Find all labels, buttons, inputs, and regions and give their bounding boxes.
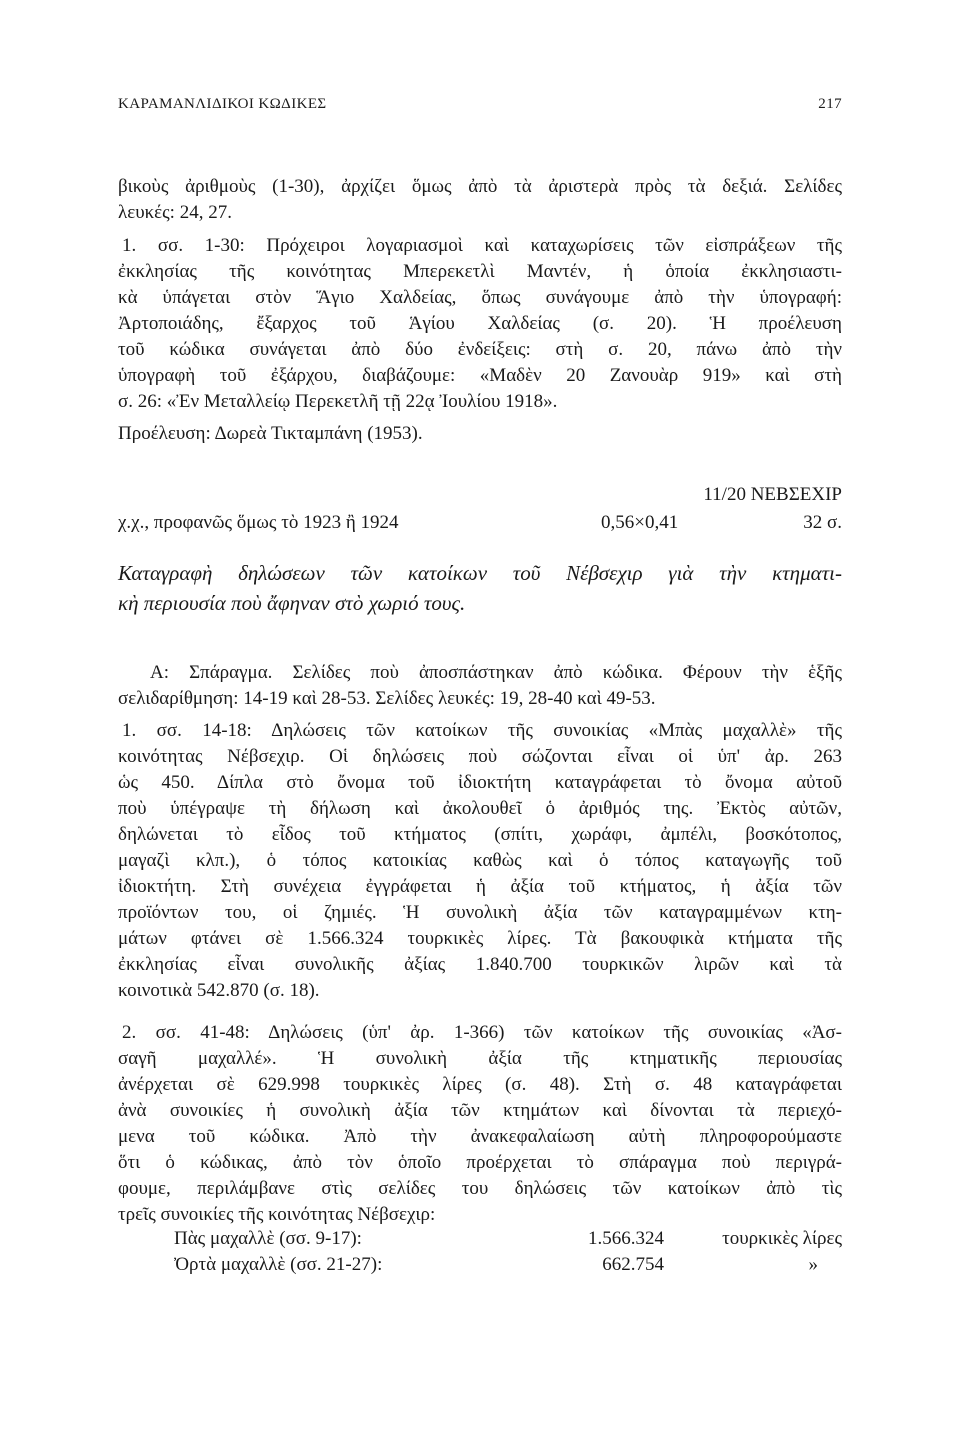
running-title: ΚΑΡΑΜΑΝΛΙΔΙΚΟΙ ΚΩΔΙΚΕΣ — [118, 96, 327, 112]
text-line: ἰδιοκτήτη. Στὴ συνέχεια ἐγγράφεται ἡ ἀξία τοῦ κτήματος, ἡ ἀξία τῶν — [118, 876, 842, 897]
text-line: τρεῖς συνοικίες τῆς κοινότητας Νέβσεχιρ: — [118, 1204, 436, 1225]
summary-name: Πὰς μαχαλλὲ (σσ. 9-17): — [174, 1228, 362, 1249]
summary-amount: 1.566.324 — [588, 1228, 664, 1249]
text-line: μενα τοῦ κώδικα. Ἀπὸ τὴν ἀνακεφαλαίωση αὐτὴ πληροφορούμαστε — [118, 1126, 842, 1147]
entry-meta — [118, 512, 842, 538]
text-line: ὑπογραφὴ τοῦ ἐξάρχου, διαβάζουμε: «Μαδὲν 20 Ζανουὰρ 919» καὶ στὴ — [118, 365, 842, 386]
text-line: 1. σσ. 14-18: Δηλώσεις τῶν κατοίκων τῆς συνοικίας «Μπὰς μαχαλλὲ» τῆς — [122, 720, 842, 741]
text-line: σ. 26: «Ἐν Μεταλλείῳ Περεκετλῆ τῇ 22ᾳ Ἰουλίου 1918». — [118, 391, 558, 412]
text-line: Ἀρτοποιάδης, ἔξαρχος τοῦ Ἁγίου Χαλδείας (σ. 20). Ἡ προέλευση — [118, 313, 842, 334]
entry-code: 11/20 ΝΕΒΣΕΧΙΡ — [703, 484, 842, 505]
summary-amount: 662.754 — [602, 1254, 664, 1275]
text-line: προϊόντων του, οἱ ζημιές. Ἡ συνολικὴ ἀξία τῶν καταγραμμένων κτη- — [118, 902, 842, 923]
entry-heading — [118, 484, 842, 510]
summary-unit: » — [808, 1254, 818, 1275]
summary-row — [174, 1228, 842, 1254]
text-line: ἀνὰ συνοικίες ἡ συνολικὴ ἀξία τῶν κτημάτων καὶ δίνονται τὰ περιεχό- — [118, 1100, 842, 1121]
text-line: 2. σσ. 41-48: Δηλώσεις (ὑπ' ἀρ. 1-366) τῶν κατοίκων τῆς συνοικίας «Ἀσ- — [122, 1022, 842, 1043]
entry-dimensions: 0,56×0,41 — [601, 512, 679, 533]
text-line: ἀνέρχεται σὲ 629.998 τουρκικὲς λίρες (σ. 48). Στὴ σ. 48 καταγράφεται — [118, 1074, 842, 1095]
text-line: τοῦ κώδικα συνάγεται ἀπὸ δύο ἐνδείξεις: στὴ σ. 20, πάνω ἀπὸ τὴν — [118, 339, 842, 360]
text-line: μαγαζὶ κλπ.), ὁ τόπος κατοικίας καθὼς καὶ ὁ τόπος καταγωγῆς τοῦ — [118, 850, 842, 871]
entry-title-line: Καταγραφὴ δηλώσεων τῶν κατοίκων τοῦ Νέβσεχιρ γιὰ τὴν κτηματι- — [118, 561, 842, 585]
summary-unit: τουρκικὲς λίρες — [722, 1228, 842, 1249]
text-line: ποὺ ὑπέγραψε τὴ δήλωση καὶ ἀκολουθεῖ ὁ ἀριθμός της. Ἐκτὸς αὐτῶν, — [118, 798, 842, 819]
text-line: 1. σσ. 1-30: Πρόχειροι λογαριασμοὶ καὶ καταχωρίσεις τῶν εἰσπράξεων τῆς — [122, 235, 842, 256]
entry-title-line: κὴ περιουσία ποὺ ἄφηναν στὸ χωριό τους. — [118, 591, 466, 615]
text-line: φουμε, περιλάμβανε στὶς σελίδες του δηλώσεις τῶν κατοίκων ἀπὸ τὶς — [118, 1178, 842, 1199]
text-line: βικοὺς ἀριθμοὺς (1-30), ἀρχίζει ὅμως ἀπὸ τὰ ἀριστερὰ πρὸς τὰ δεξιά. Σελίδες — [118, 176, 842, 197]
page-number: 217 — [818, 96, 842, 112]
text-line: σελιδαρίθμηση: 14-19 καὶ 28-53. Σελίδες λευκές: 19, 28-40 καὶ 49-53. — [118, 688, 656, 709]
text-line: μάτων φτάνει σὲ 1.566.324 τουρκικὲς λίρες. Τὰ βακουφικὰ κτήματα τῆς — [118, 928, 842, 949]
text-line: λευκές: 24, 27. — [118, 202, 232, 223]
text-line: ὡς 450. Δίπλα στὸ ὄνομα τοῦ ἰδιοκτήτη καταγράφεται τὸ ὄνομα αὐτοῦ — [118, 772, 842, 793]
text-line: σαγῆ μαχαλλέ». Ἡ συνολικὴ ἀξία τῆς κτηματικῆς περιουσίας — [118, 1048, 842, 1069]
text-line: Α: Σπάραγμα. Σελίδες ποὺ ἀποσπάστηκαν ἀπὸ κώδικα. Φέρουν τὴν ἑξῆς — [150, 662, 842, 683]
summary-row — [174, 1254, 842, 1280]
running-header — [118, 96, 842, 120]
text-line: ὅτι ὁ κώδικας, ἀπὸ τὸν ὁποῖο προέρχεται τὸ σπάραγμα ποὺ περιγρά- — [118, 1152, 842, 1173]
text-line: δηλώνεται τὸ εἶδος τοῦ κτήματος (σπίτι, χωράφι, ἀμπέλι, βοσκότοπος, — [118, 824, 842, 845]
text-line: ἐκκλησίας εἶναι συνολικῆς ἀξίας 1.840.700 τουρκικῶν λιρῶν καὶ τὰ — [118, 954, 842, 975]
entry-date: χ.χ., προφανῶς ὅμως τὸ 1923 ἢ 1924 — [118, 512, 399, 533]
provenance-line: Προέλευση: Δωρεὰ Τικταμπάνη (1953). — [118, 423, 423, 444]
text-line: κοινότητας Νέβσεχιρ. Οἱ δηλώσεις ποὺ σώζονται εἶναι οἱ ὑπ' ἀρ. 263 — [118, 746, 842, 767]
text-line: κοινοτικὰ 542.870 (σ. 18). — [118, 980, 320, 1001]
entry-pages: 32 σ. — [803, 512, 842, 533]
text-line: ἐκκλησίας τῆς κοινότητας Μπερεκετλὶ Μαντέν, ἡ ὁποία ἐκκλησιαστι- — [118, 261, 842, 282]
text-line: κὰ ὑπάγεται στὸν Ἅγιο Χαλδείας, ὅπως συνάγουμε ἀπὸ τὴν ὑπογραφή: — [118, 287, 842, 308]
summary-name: Ὀρτὰ μαχαλλὲ (σσ. 21-27): — [174, 1254, 383, 1275]
